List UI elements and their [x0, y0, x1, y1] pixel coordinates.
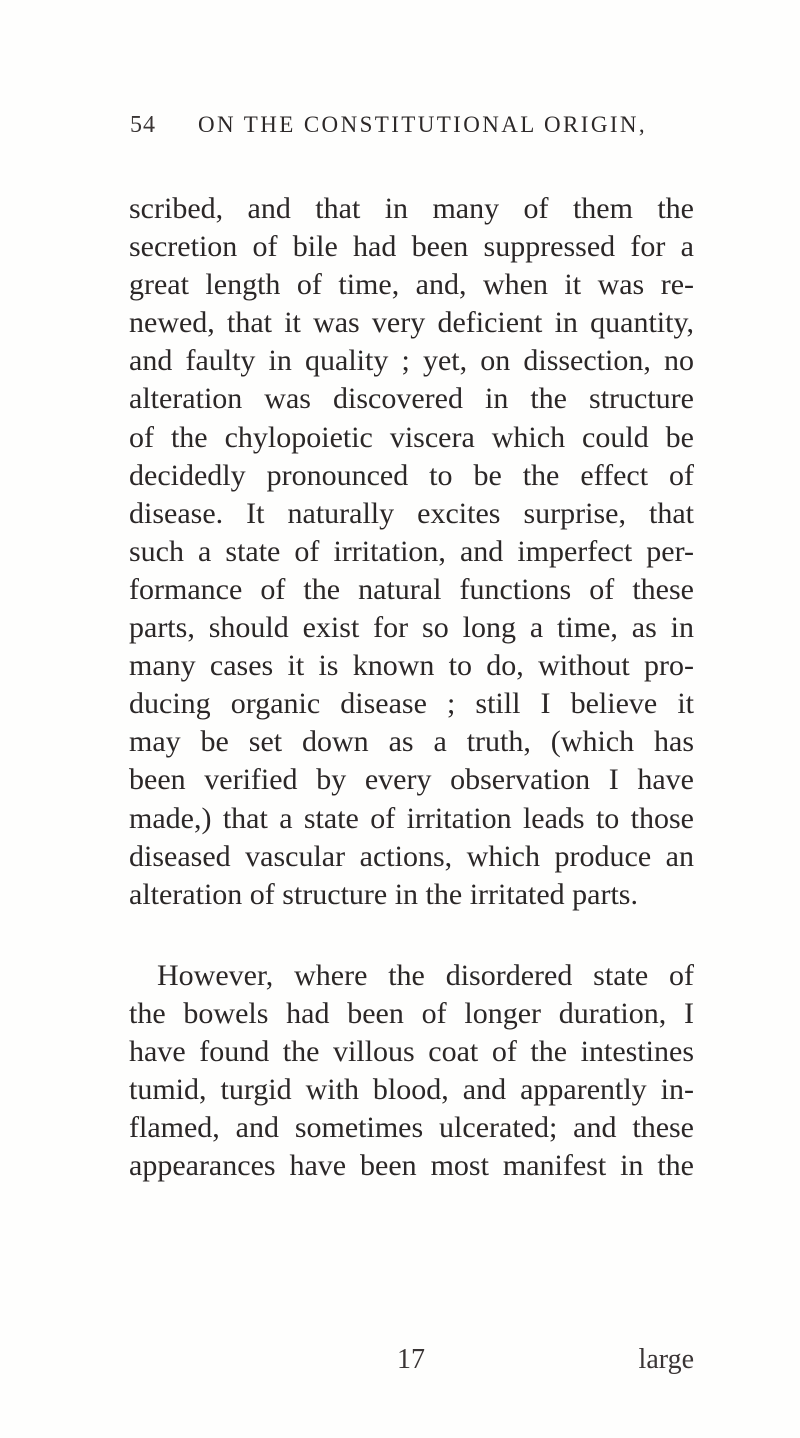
text-line: and faulty in quality ; yet, on dissection, no — [129, 344, 694, 378]
text-line: alteration was discovered in the structure — [129, 382, 694, 416]
page-footer — [129, 1344, 694, 1384]
text-line: alteration of structure in the irritated parts. — [129, 877, 638, 911]
text-line: appearances have been most manifest in the — [129, 1149, 694, 1183]
text-line: tumid, turgid with blood, and apparently in- — [129, 1073, 694, 1107]
text-line: of the chylopoietic viscera which could be — [129, 420, 694, 454]
text-line: great length of time, and, when it was re- — [129, 268, 694, 302]
text-line: the bowels had been of longer duration, I — [129, 996, 694, 1030]
text-line: formance of the natural functions of these — [129, 572, 694, 606]
text-line: may be set down as a truth, (which has — [129, 725, 694, 759]
text-line: scribed, and that in many of them the — [129, 192, 694, 225]
signature-mark: 17 — [397, 1344, 425, 1375]
text-line: ducing organic disease ; still I believe it — [129, 687, 694, 721]
text-line: disease. It naturally excites surprise, that — [129, 496, 694, 530]
text-line: decidedly pronounced to be the effect of — [129, 458, 694, 492]
text-line: parts, should exist for so long a time, as in — [129, 611, 694, 645]
body-text — [129, 190, 694, 1185]
text-line: have found the villous coat of the intestines — [129, 1034, 694, 1068]
text-line: secretion of bile had been suppressed for a — [129, 230, 694, 264]
page-number: 54 — [130, 112, 156, 138]
text-line: However, where the disordered state of — [157, 958, 694, 992]
running-head — [130, 112, 690, 152]
text-line: diseased vascular actions, which produce an — [129, 839, 694, 873]
running-title: ON THE CONSTITUTIONAL ORIGIN, — [198, 112, 648, 137]
text-line: such a state of irritation, and imperfect per- — [129, 534, 694, 568]
text-line: made,) that a state of irritation leads to those — [129, 801, 694, 835]
paragraph-2 — [129, 957, 694, 1186]
text-line: many cases it is known to do, without pro- — [129, 649, 694, 683]
text-line: flamed, and sometimes ulcerated; and these — [129, 1111, 694, 1145]
paragraph-gap — [129, 914, 694, 957]
text-line: newed, that it was very deficient in quantity, — [129, 306, 694, 340]
paragraph-1 — [129, 190, 694, 914]
catchword: large — [638, 1344, 694, 1375]
text-line: been verified by every observation I have — [129, 763, 694, 797]
